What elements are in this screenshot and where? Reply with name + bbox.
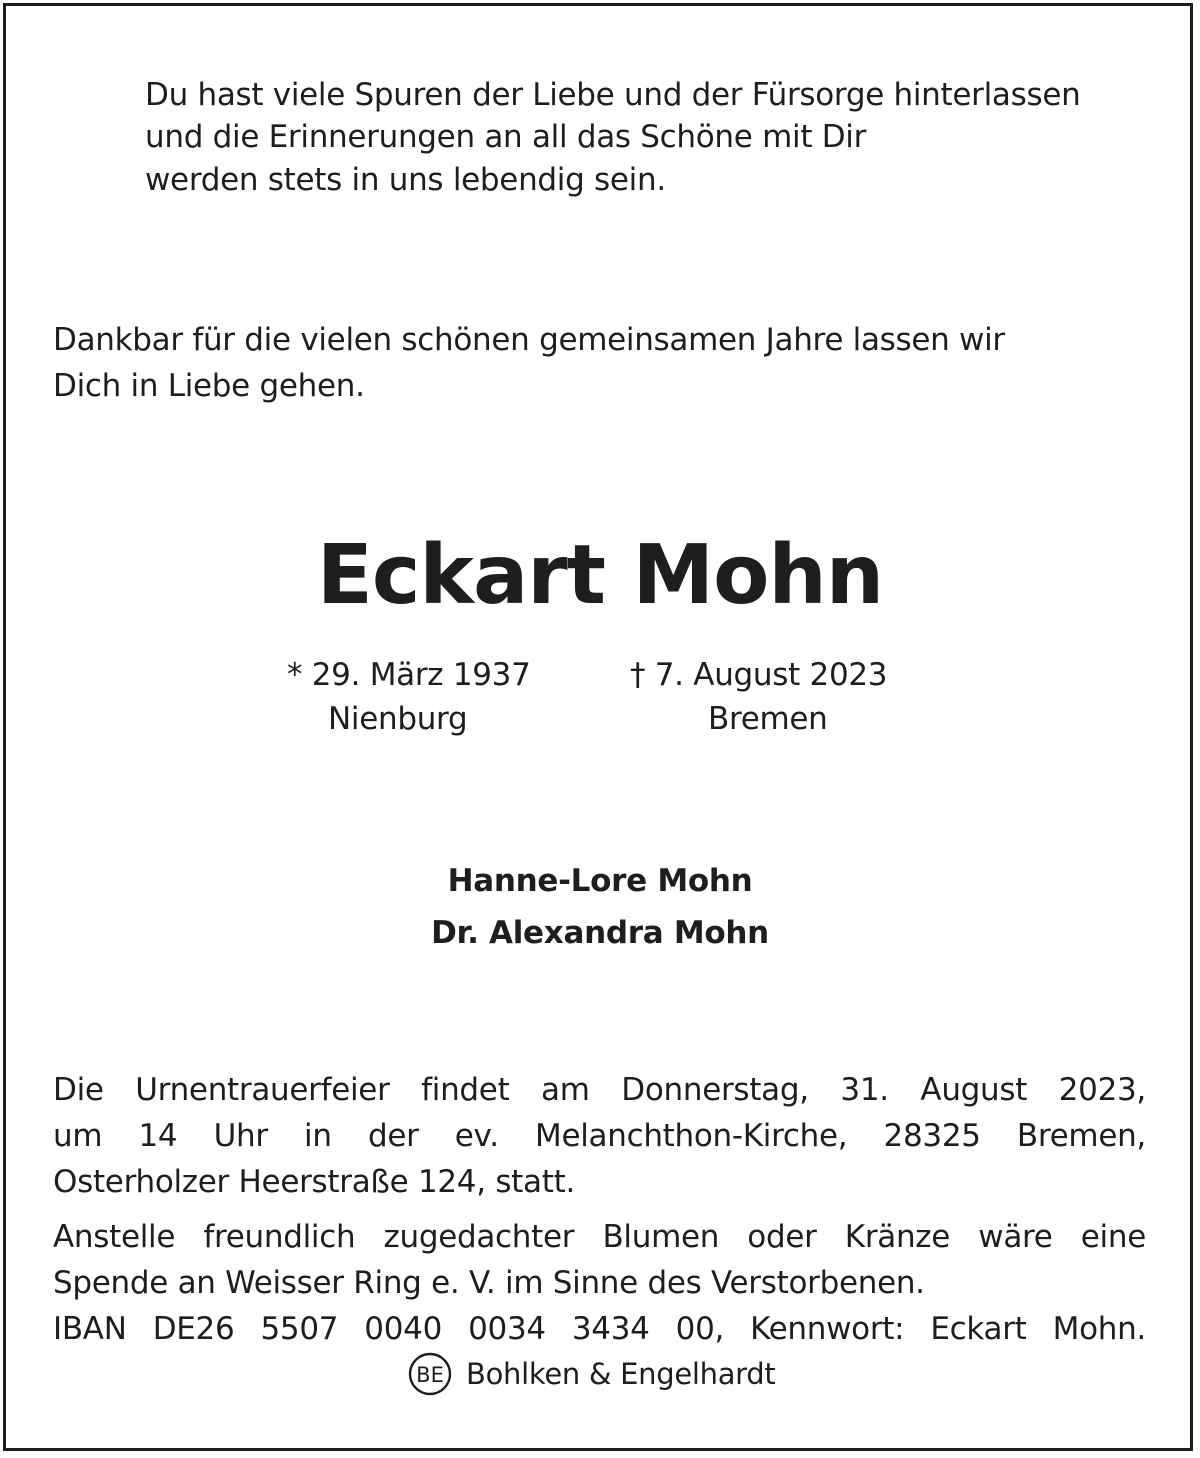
donation-line-1: Anstelle freundlich zugedachter Blumen oder Kränze wäre eine [53,1219,1146,1255]
gratitude-line-2: Dich in Liebe gehen. [53,368,365,404]
ceremony-line-3: Osterholzer Heerstraße 124, statt. [53,1164,575,1200]
birth-date: * 29. März 1937 [287,657,531,693]
death-date: † 7. August 2023 [630,657,888,693]
birth-place: Nienburg [328,701,468,737]
funeral-home-name: Bohlken & Engelhardt [466,1357,776,1391]
ceremony-line-1: Die Urnentrauerfeier findet am Donnerstag, 31. August 2023, [53,1072,1146,1108]
poem-line-1: Du hast viele Spuren der Liebe und der Fürsorge hinterlassen [145,77,1081,113]
ceremony-line-2: um 14 Uhr in der ev. Melanchthon-Kirche, 28325 Bremen, [53,1118,1146,1154]
death-place: Bremen [708,701,828,737]
deceased-name: Eckart Mohn [316,528,884,623]
logo-letters: BE [416,1363,444,1387]
funeral-home-logo-icon [408,1352,452,1396]
poem-line-3: werden stets in uns lebendig sein. [145,162,666,198]
poem-line-2: und die Erinnerungen an all das Schöne mit Dir [145,119,867,155]
mourner-name: Hanne-Lore Mohn [447,863,753,899]
donation-line-3: IBAN DE26 5507 0040 0034 3434 00, Kennwort: Eckart Mohn. [53,1311,1146,1347]
donation-line-2: Spende an Weisser Ring e. V. im Sinne des Verstorbenen. [53,1265,925,1301]
gratitude-line-1: Dankbar für die vielen schönen gemeinsamen Jahre lassen wir [53,322,1005,358]
mourner-name: Dr. Alexandra Mohn [431,915,769,951]
